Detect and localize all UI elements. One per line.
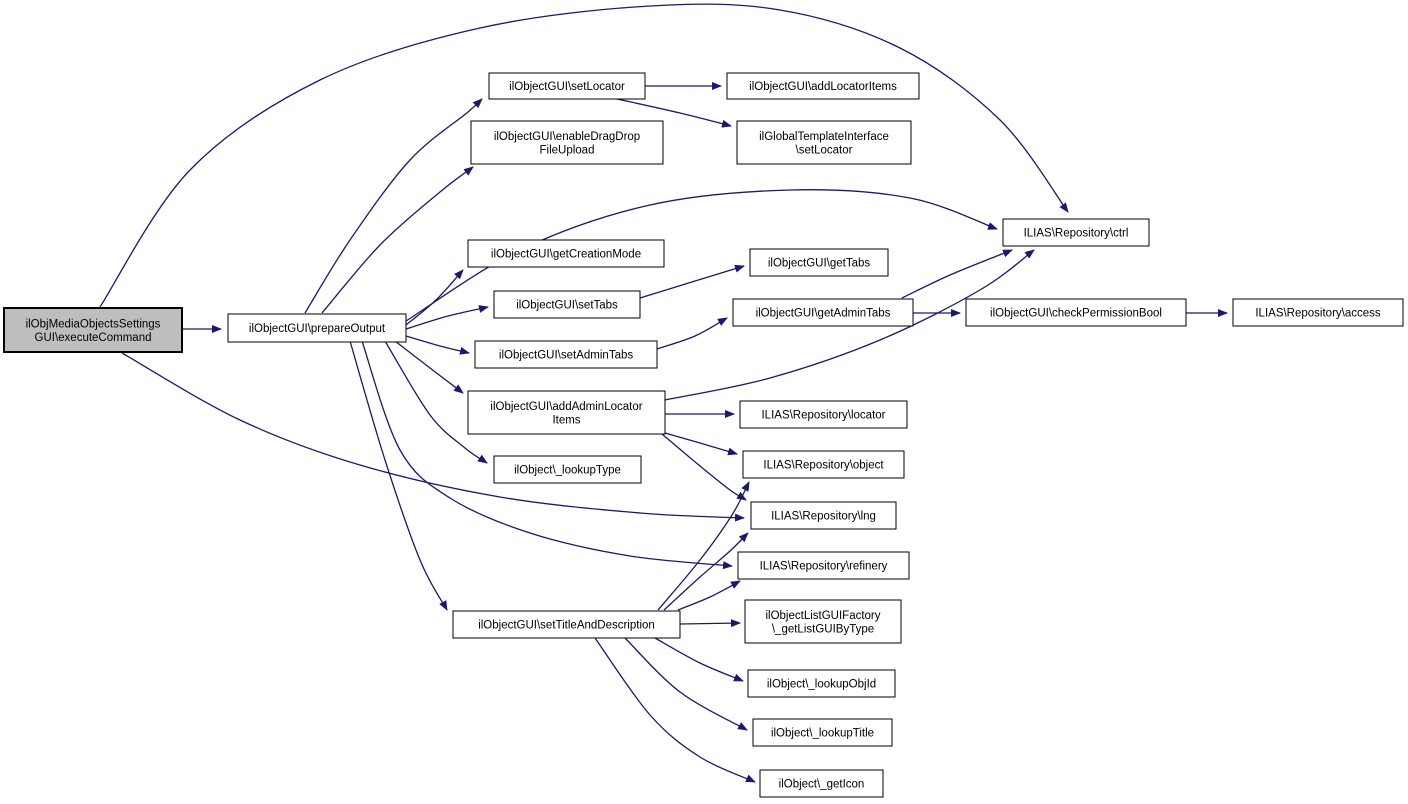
edge-prepareoutput-to-getcreationmode — [406, 270, 463, 325]
node-lookupobjid[interactable] — [748, 670, 895, 697]
node-checkpermissionbool-label: ilObjectGUI\checkPermissionBool — [990, 307, 1162, 320]
edge-settitleanddescription-to-geticon — [595, 638, 755, 782]
node-executecommand-label: ilObjMediaObjectsSettings GUI\executeCommand — [25, 318, 161, 344]
node-object-label: ILIAS\Repository\object — [763, 459, 884, 472]
node-lookuptitle[interactable] — [753, 719, 892, 746]
node-gettabs[interactable] — [750, 249, 888, 276]
node-setlocator-label: ilObjectGUI\setLocator — [509, 81, 625, 93]
edge-prepareoutput-to-refinery — [362, 341, 732, 566]
node-addlocatoritems[interactable] — [727, 73, 919, 99]
node-geticon-label: ilObject\_getIcon — [778, 778, 865, 791]
node-globaltemplatesetlocator[interactable] — [737, 121, 911, 164]
node-setadmintabs[interactable] — [475, 341, 657, 368]
node-locator[interactable] — [740, 401, 907, 428]
edge-prepareoutput-to-setlocator — [305, 99, 482, 313]
node-lookupobjid-label: ilObject\_lookupObjId — [766, 678, 877, 691]
node-settabs[interactable] — [494, 291, 640, 318]
node-access-label: ILIAS\Repository\access — [1255, 307, 1381, 320]
node-lookuptitle-label: ilObject\_lookupTitle — [770, 727, 875, 740]
node-getcreationmode[interactable] — [468, 240, 664, 267]
node-ctrl-label: ILIAS\Repository\ctrl — [1023, 227, 1129, 240]
node-checkpermissionbool[interactable] — [966, 299, 1186, 326]
edge-settitleanddescription-to-lookupobjid — [655, 638, 743, 681]
node-setlocator[interactable] — [489, 73, 645, 99]
node-gettabs-label: ilObjectGUI\getTabs — [767, 257, 871, 270]
node-lng[interactable] — [751, 502, 896, 529]
node-refinery[interactable] — [738, 552, 909, 579]
node-ctrl[interactable] — [1003, 219, 1149, 246]
node-lng-label: ILIAS\Repository\lng — [771, 510, 876, 523]
node-geticon[interactable] — [760, 770, 883, 797]
node-getadmintabs[interactable] — [733, 299, 913, 326]
edge-setadmintabs-to-getadmintabs — [657, 318, 727, 349]
node-enabledragdrop[interactable] — [471, 121, 663, 164]
edge-settitleanddescription-to-getlistguibytype — [680, 623, 740, 624]
edge-settitleanddescription-to-lookuptitle — [625, 638, 747, 730]
edge-prepareoutput-to-settabs — [406, 307, 488, 329]
node-prepareoutput[interactable] — [228, 314, 406, 342]
node-addadminlocatoritems[interactable] — [468, 391, 665, 434]
node-globaltemplatesetlocator-label: ilGlobalTemplateInterface \setLocator — [759, 130, 889, 157]
node-getcreationmode-label: ilObjectGUI\getCreationMode — [490, 248, 642, 261]
node-setadmintabs-label: ilObjectGUI\setAdminTabs — [498, 349, 634, 362]
node-object[interactable] — [743, 451, 904, 478]
node-settabs-label: ilObjectGUI\setTabs — [516, 299, 618, 312]
node-addadminlocatoritems-label: ilObjectGUI\addAdminLocator Items — [490, 400, 643, 427]
node-getlistguibytype[interactable] — [745, 600, 901, 643]
node-settitleanddescription[interactable] — [453, 611, 680, 638]
node-lookuptype-label: ilObject\_lookupType — [514, 464, 621, 477]
edge-settitleanddescription-to-refinery — [678, 581, 740, 610]
node-lookuptype[interactable] — [494, 456, 641, 483]
edge-addadminlocatoritems-to-object — [665, 433, 737, 454]
node-access[interactable] — [1233, 299, 1403, 326]
edge-prepareoutput-to-setadmintabs — [406, 336, 469, 353]
node-addlocatoritems-label: ilObjectGUI\addLocatorItems — [749, 81, 897, 93]
node-getadmintabs-label: ilObjectGUI\getAdminTabs — [755, 307, 891, 320]
edge-executecommand-to-lng — [122, 353, 744, 518]
edge-getadmintabs-to-ctrl — [902, 250, 1012, 298]
node-prepareoutput-label: ilObjectGUI\prepareOutput — [248, 323, 386, 335]
node-getlistguibytype-label: ilObjectListGUIFactory \_getListGUIByType — [765, 609, 881, 636]
node-refinery-label: ILIAS\Repository\refinery — [759, 560, 888, 573]
edge-settabs-to-gettabs — [640, 266, 744, 298]
node-executecommand[interactable] — [4, 308, 182, 352]
node-enabledragdrop-label: ilObjectGUI\enableDragDrop FileUpload — [493, 130, 641, 157]
node-settitleanddescription-label: ilObjectGUI\setTitleAndDescription — [478, 619, 655, 632]
node-locator-label: ILIAS\Repository\locator — [761, 409, 886, 422]
